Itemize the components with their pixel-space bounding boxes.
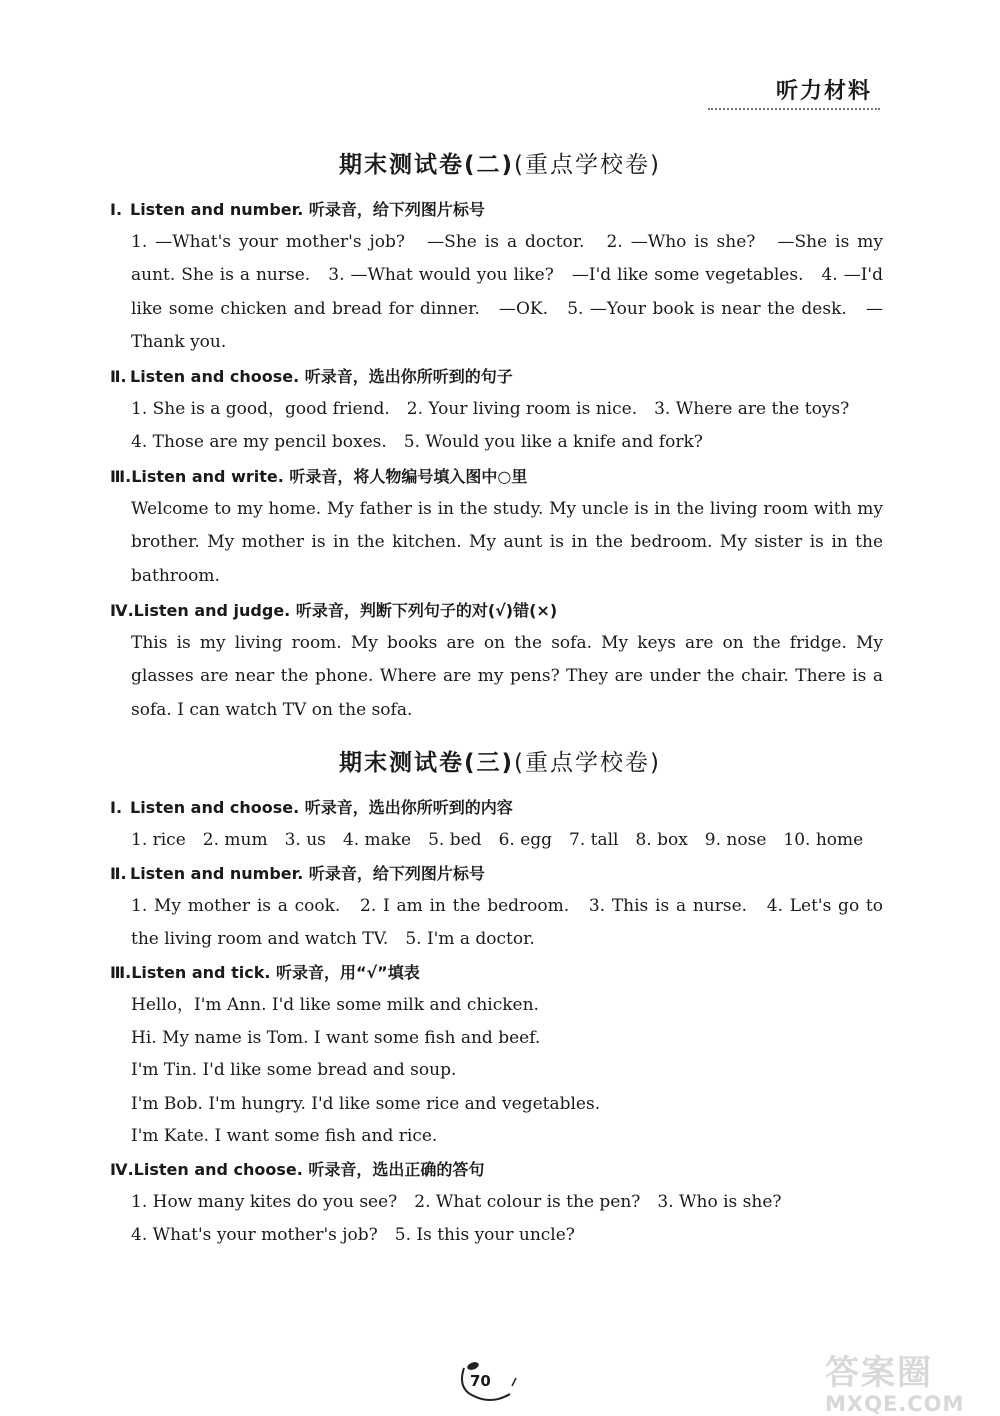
exam2-section1-heading xyxy=(110,199,485,221)
section-number: Ⅳ. xyxy=(110,601,134,620)
header-label: 听力材料 xyxy=(775,79,872,104)
watermark-url: MXQE.COM xyxy=(825,1392,965,1416)
section-heading-text: Listen and judge. 听录音，判断下列句子的对(√)错(×) xyxy=(133,601,558,620)
exam2-title-main: 期末测试卷(二) xyxy=(339,152,515,178)
exam3-section4-line2: 4. What's your mother's job? 5. Is this your uncle? xyxy=(131,1225,575,1245)
exam3-section2-heading xyxy=(110,863,485,885)
exam3-section3-line2: Hi. My name is Tom. I want some fish and beef. xyxy=(131,1028,541,1048)
exam2-section4-heading xyxy=(110,600,557,622)
exam3-section3-line1: Hello，I'm Ann. I'd like some milk and chicken. xyxy=(131,995,539,1015)
section-heading-text: Listen and write. 听录音，将人物编号填入图中○里 xyxy=(131,467,528,486)
section-number: Ⅲ. xyxy=(110,963,132,982)
section-number: Ⅰ. xyxy=(110,200,123,219)
exam2-section4-text: This is my living room. My books are on the sofa. My keys are on the fridge. My glasses are near the phone. Where are my pens? They are under the chair. There is a sofa. I can watch TV on the sofa. xyxy=(131,633,883,720)
exam2-title-sub: (重点学校卷) xyxy=(514,152,661,178)
exam3-section1-heading xyxy=(110,797,513,819)
exam3-title xyxy=(0,744,1000,777)
exam3-title-sub: (重点学校卷) xyxy=(514,750,661,776)
site-watermark xyxy=(825,1345,964,1416)
page-number: 70 xyxy=(470,1372,491,1390)
section-heading-text: Listen and choose. 听录音，选出你所听到的内容 xyxy=(130,798,513,817)
exam2-section2-line1: 1. She is a good，good friend. 2. Your living room is nice. 3. Where are the toys? xyxy=(131,399,850,419)
section-number: Ⅱ. xyxy=(110,864,127,883)
exam3-section1-line1: 1. rice 2. mum 3. us 4. make 5. bed 6. egg 7. tall 8. box 9. nose 10. home xyxy=(131,830,864,850)
section-number: Ⅱ. xyxy=(110,367,127,386)
exam2-section1-text: 1. —What's your mother's job? —She is a doctor. 2. —Who is she? —She is my aunt. She is a nurse. 3. —What would you like? —I'd like some vegetables. 4. —I'd like some chicken and bread for dinner. —OK. 5. —Your book is near the desk. —Thank you. xyxy=(131,232,883,352)
exam3-section3-line5: I'm Kate. I want some fish and rice. xyxy=(131,1126,438,1146)
exam3-section3-heading xyxy=(110,962,420,984)
exam2-section3-heading xyxy=(110,466,527,488)
exam2-section3-text: Welcome to my home. My father is in the study. My uncle is in the living room with my brother. My mother is in the kitchen. My aunt is in the bedroom. My sister is in the bathroom. xyxy=(131,499,883,586)
page-ornament-icon xyxy=(456,1356,526,1406)
header-divider xyxy=(708,108,880,110)
section-heading-text: Listen and choose. 听录音，选出正确的答句 xyxy=(133,1160,485,1179)
exam2-section2-line2: 4. Those are my pencil boxes. 5. Would you like a knife and fork? xyxy=(131,432,703,452)
section-number: Ⅳ. xyxy=(110,1160,134,1179)
exam2-title xyxy=(0,146,1000,179)
section-heading-text: Listen and number. 听录音，给下列图片标号 xyxy=(130,864,485,883)
exam2-section2-heading xyxy=(110,366,513,388)
exam3-section4-line1: 1. How many kites do you see? 2. What colour is the pen? 3. Who is she? xyxy=(131,1192,782,1212)
exam3-section3-line4: I'm Bob. I'm hungry. I'd like some rice and vegetables. xyxy=(131,1094,601,1114)
exam3-section3-line3: I'm Tin. I'd like some bread and soup. xyxy=(131,1060,457,1080)
section-number: Ⅲ. xyxy=(110,467,132,486)
section-heading-text: Listen and tick. 听录音，用“√”填表 xyxy=(131,963,420,982)
section-number: Ⅰ. xyxy=(110,798,123,817)
section-heading-text: Listen and number. 听录音，给下列图片标号 xyxy=(130,200,485,219)
section-heading-text: Listen and choose. 听录音，选出你所听到的句子 xyxy=(130,367,513,386)
exam3-section2-text: 1. My mother is a cook. 2. I am in the bedroom. 3. This is a nurse. 4. Let's go to the living room and watch TV. 5. I'm a doctor. xyxy=(131,896,883,950)
exam3-section4-heading xyxy=(110,1159,484,1181)
exam3-title-main: 期末测试卷(三) xyxy=(339,750,515,776)
watermark-title: 答案圈 xyxy=(825,1353,933,1393)
